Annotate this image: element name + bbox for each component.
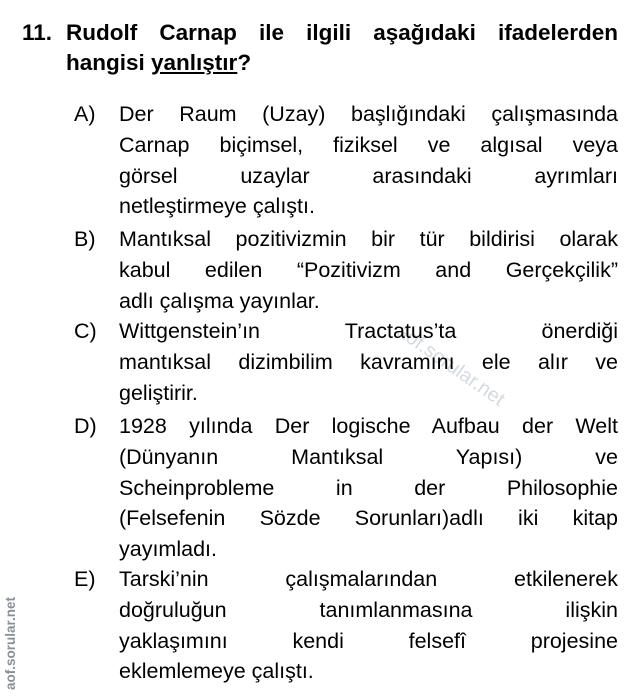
option-line: (Felsefenin Sözde Sorunları)adlı iki kitap [119,506,618,531]
option-text [119,411,618,565]
option-line: Wittgenstein’ın Tractatus’ta önerdiği [119,319,618,343]
option-line: Mantıksal pozitivizmin bir tür bildirisi olarak [119,227,618,251]
option-line: doğruluğun tanımlanmasına ilişkin [119,597,618,622]
question-line-2-suffix: ? [237,50,252,75]
side-label: aof.sorular.net [3,596,18,690]
option-line: mantıksal dizimbilim kavramını ele alır ve [119,349,618,374]
option-letter: C) [74,319,97,343]
option-letter: D) [74,414,97,438]
option-line: 1928 yılında Der logische Aufbau der Welt [119,414,618,438]
option-line: kabul edilen “Pozitivizm and Gerçekçilik” [119,257,618,282]
option-letter: A) [74,102,96,126]
option-text [119,99,618,222]
option-line: Der Raum (Uzay) başlığındaki çalışmasında [119,102,618,126]
option-text [119,316,618,408]
option-line: yaklaşımını kendi felsefî projesine [119,628,618,653]
option-line: netleştirmeye çalıştı. [119,194,315,219]
option-letter: B) [74,227,96,251]
option-line: (Dünyanın Mantıksal Yapısı) ve [119,444,618,469]
option-line: geliştirir. [119,380,198,405]
question-text [66,18,618,78]
option-line: yayımladı. [119,537,217,562]
option-line: Carnap biçimsel, fiziksel ve algısal veya [119,132,618,157]
option-letter: E) [74,567,96,591]
question-emphasis: yanlıştır [151,50,238,75]
option-line: eklemlemeye çalıştı. [119,659,314,684]
question-line-2 [66,48,618,78]
option-line: Tarski’nin çalışmalarından etkilenerek [119,567,618,591]
option-text [119,224,618,316]
question-line-2-prefix: hangisi [66,50,152,75]
option-line: adlı çalışma yayınlar. [119,288,320,313]
option-text [119,564,618,687]
question-line-1: Rudolf Carnap ile ilgili aşağıdaki ifadelerden [66,20,618,45]
question-number: 11. [22,20,53,45]
watermark: aof.sorular.net [392,320,509,411]
option-line: Scheinprobleme in der Philosophie [119,475,618,500]
option-line: görsel uzaylar arasındaki ayrımları [119,163,618,188]
